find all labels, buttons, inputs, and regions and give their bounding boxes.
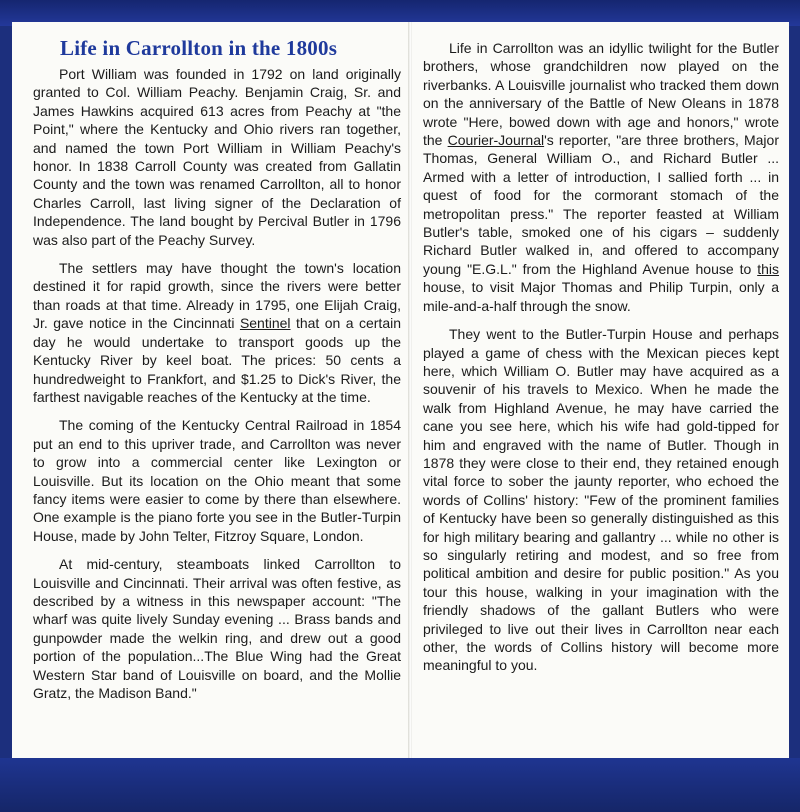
- cover-border-bottom: [0, 758, 800, 812]
- right-paragraph-1: [423, 39, 779, 315]
- right-paragraph-1-part-b: 's reporter, "are three brothers, Major Thomas, General William O., and Richard Butler ... Armed with a letter of introduction, I sallied forth ... in quest of food for the cormorant stomach of the metropolitan press." The reporter feasted at William Butler's table, smoked one of his cigars – suddenly Richard Butler walked in, and offered to accompany young "E.G.L." from the Highland Avenue house to: [423, 132, 779, 277]
- left-paragraph-4: At mid-century, steamboats linked Carrollton to Louisville and Cincinnati. Their arrival was often festive, as described by a witness in this newspaper account: "The wharf was quite lively Sunday evening ... Brass bands and gunpowder made the welkin ring, and drew out a good portion of the population...The Blue Wing had the Great Western Star band of Louisville on board, and the Mollie Gratz, the Madison Band.": [33, 556, 401, 701]
- sentinel-newspaper-name: Sentinel: [239, 315, 291, 332]
- left-page: [12, 22, 409, 758]
- courier-journal-name: Courier-Journal: [447, 132, 545, 149]
- right-page: [412, 22, 789, 758]
- left-paragraph-3: The coming of the Kentucky Central Railroad in 1854 put an end to this upriver trade, and Carrollton was never to grow into a commercial center like Lexington or Louisville. But its location on the Ohio meant that some fancy items were easier to come by there than elsewhere. One example is the piano forte you see in the Butler-Turpin House, made by John Telter, Fitzroy Square, London.: [33, 417, 401, 544]
- right-paragraph-2: They went to the Butler-Turpin House and perhaps played a game of chess with the Mexican pieces kept here, which William O. Butler may have acquired as a souvenir of his travels to Mexico. When he made the walk from Highland Avenue, he may have carried the cane you see here, which his wife had gold-tipped for him and engraved with the name of Butler. Though in 1878 they were close to their end, they retained enough vital force to sober the jaunty reporter, who echoed the words of Collins' history: "Few of the prominent families of Kentucky have been so generally distinguished as this for high military bearing and gallantry ... while no other is so singularly retiring and modest, and so free from political ambition and desire for public position." As you tour this house, walking in your imagination with the friendly shadows of the gallant Butlers who were privileged to live out their lives in Carrollton near each other, the words of Collins history will become more meaningful to you.: [423, 326, 779, 674]
- right-paragraph-1-part-a: Life in Carrollton was an idyllic twilight for the Butler brothers, whose grandchildren now played on the riverbanks. A Louisville journalist who tracked them down on the anniversary of the Battle of New Oleans in 1878 wrote "Here, bowed down with age and honors," wrote the: [423, 40, 779, 149]
- left-paragraph-1: Port William was founded in 1792 on land originally granted to Col. William Peachy. Benjamin Craig, Sr. and James Hawkins acquired 613 acres from Peachy at "the Point," where the Kentucky and Ohio rivers ran together, and named the town Port William in William Peachy's honor. In 1838 Carroll County was created from Gallatin County and the town was renamed Carrollton, all to honor Charles Carroll, last living signer of the Declaration of Independence. The land bought by Percival Butler in 1796 was also part of the Peachy Survey.: [33, 66, 401, 248]
- left-paragraph-2-part-b: that on a certain day he would undertake to transport goods up the Kentucky River by keel boat. The prices: 50 cents a hundredweight to Frankfort, and $1.25 to Dick's River, the farthest navigable reaches of the Kentucky at the time.: [33, 315, 401, 405]
- left-paragraph-2-part-a: The settlers may have thought the town's location destined it for rapid growth, since the rivers were better than roads at that time. Already in 1795, one Elijah Craig, Jr. gave notice in the Cincinnati: [33, 260, 401, 332]
- emphasis-this: this: [757, 260, 779, 277]
- right-paragraph-1-part-c: house, to visit Major Thomas and Philip Turpin, only a mile-and-a-half through the snow.: [423, 279, 779, 314]
- article-title: Life in Carrollton in the 1800s: [60, 36, 338, 60]
- left-paragraph-2: [33, 259, 401, 406]
